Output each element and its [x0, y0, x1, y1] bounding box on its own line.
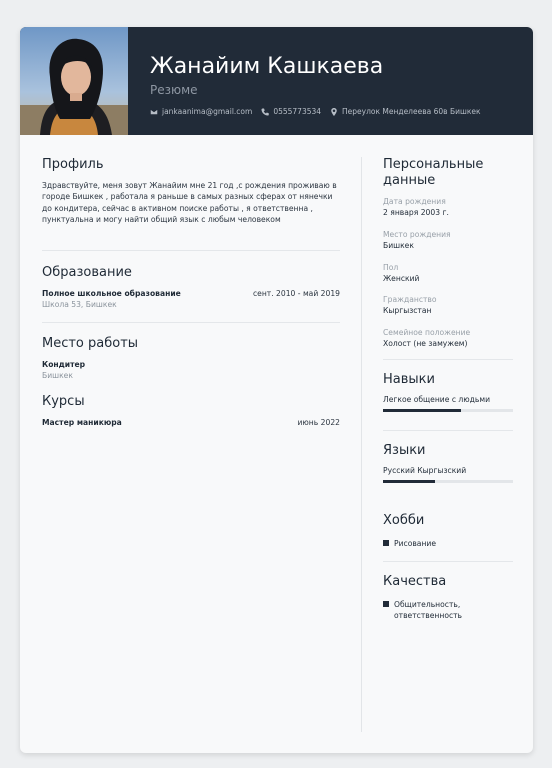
field-label: Семейное положение	[383, 328, 471, 337]
course-item	[42, 418, 340, 427]
course-date: июнь 2022	[297, 418, 340, 427]
languages-section	[383, 431, 513, 501]
bullet-icon	[383, 540, 389, 546]
profile-text: Здравствуйте, меня зовут Жанайим мне 21 год ,с рождения проживаю в городе Бишкек , работала я раньше в самых разных сферах от нянечки до кондитера, сейчас в активном поиске работы , я ответственна , пунктуальна и могу найти общий язык с любым человеком	[42, 181, 337, 225]
courses-section	[42, 394, 340, 427]
field-value: Кыргызстан	[383, 306, 432, 315]
field-label: Гражданство	[383, 295, 437, 304]
qualities-section	[383, 562, 513, 622]
document-subtitle: Резюме	[150, 83, 198, 97]
resume-header	[20, 27, 533, 135]
hobbies-heading: Хобби	[383, 513, 425, 528]
field-value: Холост (не замужем)	[383, 339, 468, 348]
skill-level-fill	[383, 409, 461, 412]
sidebar-column	[383, 157, 513, 622]
field-label: Дата рождения	[383, 197, 446, 206]
profile-photo	[20, 27, 128, 135]
personal-fields	[383, 197, 513, 359]
education-school: Школа 53, Бишкек	[42, 300, 117, 309]
quality-item	[383, 599, 513, 622]
hobby-text: Рисование	[394, 539, 437, 548]
courses-heading: Курсы	[42, 394, 85, 409]
column-divider	[361, 157, 362, 732]
work-item	[42, 360, 340, 380]
field-label: Пол	[383, 263, 399, 272]
work-title: Кондитер	[42, 360, 86, 369]
field-label: Место рождения	[383, 230, 451, 239]
candidate-name: Жанайим Кашкаева	[150, 54, 384, 79]
address-text: Переулок Менделеева 60в Бишкек	[342, 107, 481, 116]
phone-icon	[261, 108, 269, 116]
skill-name: Легкое общение с людьми	[383, 395, 491, 404]
field-birthplace	[383, 230, 513, 263]
field-gender	[383, 263, 513, 295]
education-heading: Образование	[42, 265, 132, 280]
personal-heading: Персональные данные	[383, 157, 484, 188]
work-location: Бишкек	[42, 371, 73, 380]
field-value: Бишкек	[383, 241, 414, 250]
skill-item	[383, 395, 513, 412]
contact-email[interactable]	[150, 107, 252, 116]
quality-text: Общительность, ответственность	[394, 600, 463, 621]
contact-address[interactable]	[330, 107, 480, 116]
skills-section	[383, 360, 513, 430]
language-level-bar	[383, 480, 513, 483]
languages-heading: Языки	[383, 443, 426, 458]
skills-heading: Навыки	[383, 372, 435, 387]
field-marital-status	[383, 328, 513, 359]
personal-section	[383, 157, 513, 359]
profile-heading: Профиль	[42, 157, 104, 172]
field-birthdate	[383, 197, 513, 230]
location-pin-icon	[330, 108, 338, 116]
skill-level-bar	[383, 409, 513, 412]
work-heading: Место работы	[42, 336, 139, 351]
field-value: 2 января 2003 г.	[383, 208, 449, 217]
language-level-fill	[383, 480, 435, 483]
hobbies-section	[383, 501, 513, 561]
resume-sheet	[20, 27, 533, 753]
hobby-item	[383, 538, 513, 549]
course-title: Мастер маникюра	[42, 418, 122, 427]
education-title: Полное школьное образование	[42, 289, 181, 298]
education-date: сент. 2010 - май 2019	[252, 289, 340, 298]
language-name: Русский Кыргызский	[383, 466, 467, 475]
phone-text: 0555773534	[273, 107, 322, 116]
bullet-icon	[383, 601, 389, 607]
education-item	[42, 289, 340, 309]
field-citizenship	[383, 295, 513, 328]
contact-bar	[150, 107, 490, 116]
field-value: Женский	[383, 274, 420, 283]
work-section	[42, 323, 340, 394]
education-section	[42, 251, 340, 322]
mail-icon	[150, 108, 158, 116]
profile-section	[42, 157, 340, 250]
language-item	[383, 466, 513, 483]
main-column	[42, 157, 340, 427]
qualities-heading: Качества	[383, 574, 447, 589]
contact-phone[interactable]	[261, 107, 321, 116]
email-text: jankaanima@gmail.com	[162, 107, 253, 116]
